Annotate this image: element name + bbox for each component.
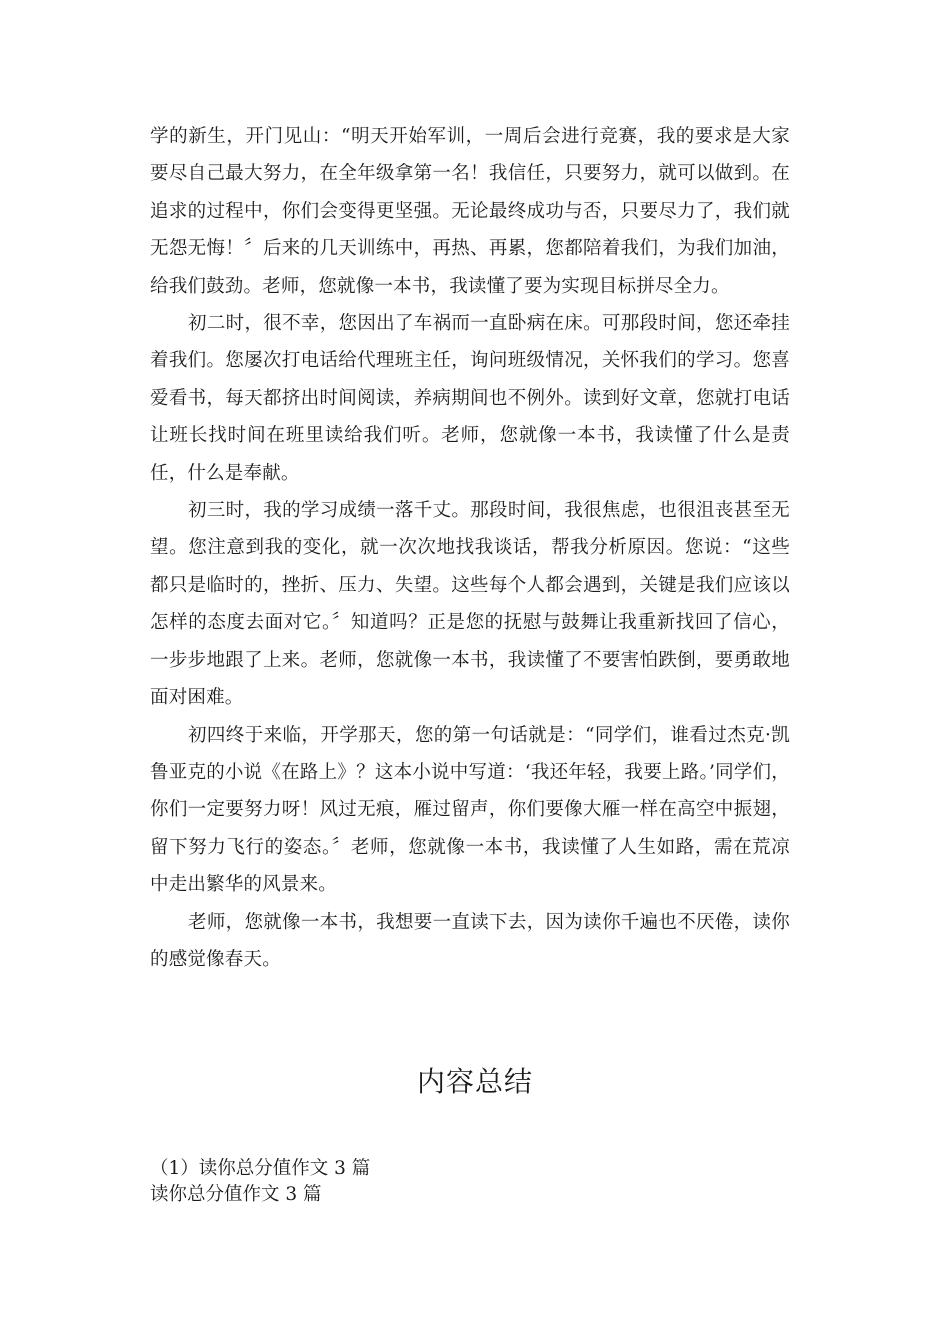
essay-paragraph: 初二时，很不幸，您因出了车祸而一直卧病在床。可那段时间，您还牵挂着我们。您屡次打电话给代理班主任，询问班级情况，关怀我们的学习。您喜爱看书，每天都挤出时间阅读，养病期间也不例外。读到好文章，您就打电话让班长找时间在班里读给我们听。老师，您就像一本书，我读懂了什么是责任，什么是奉献。 [150,313,790,484]
essay-paragraph: 老师，您就像一本书，我想要一直读下去，因为读你千遍也不厌倦，读你的感觉像春天。 [150,911,790,970]
summary-subtitle: 读你总分值作文 3 篇 [150,1184,322,1205]
summary-heading: 内容总结 [416,1065,533,1098]
essay-paragraph: 学的新生，开门见山：“明天开始军训，一周后会进行竞赛，我的要求是大家要尽自己最大努力，在全年级拿第一名！我信任，只要努力，就可以做到。在追求的过程中，你们会变得更坚强。无论最终成功与否，只要尽力了，我们就无怨无悔！〞后来的几天训练中，再热、再累，您都陪着我们，为我们加油，给我们鼓劲。老师，您就像一本书，我读懂了要为实现目标拼尽全力。 [150,126,790,297]
essay-body [150,118,790,978]
essay-paragraph: 初三时，我的学习成绩一落千丈。那段时间，我很焦虑，也很沮丧甚至无望。您注意到我的变化，就一次次地找我谈话，帮我分析原因。您说：“这些都只是临时的，挫折、压力、失望。这些每个人都会遇到，关键是我们应该以怎样的态度去面对它。〞知道吗？正是您的抚慰与鼓舞让我重新找回了信心，一步步地跟了上来。老师，您就像一本书，我读懂了不要害怕跌倒，要勇敢地面对困难。 [150,500,790,709]
summary-list-item: （1）读你总分值作文 3 篇 [150,1158,371,1179]
essay-paragraph: 初四终于来临，开学那天，您的第一句话就是：“同学们，谁看过杰克·凯鲁亚克的小说《在路上》？这本小说中写道：‘我还年轻，我要上路。’同学们，你们一定要努力呀！风过无痕，雁过留声，你们要像大雁一样在高空中振翅，留下努力飞行的姿态。〞老师，您就像一本书，我读懂了人生如路，需在荒凉中走出繁华的风景来。 [150,724,790,896]
